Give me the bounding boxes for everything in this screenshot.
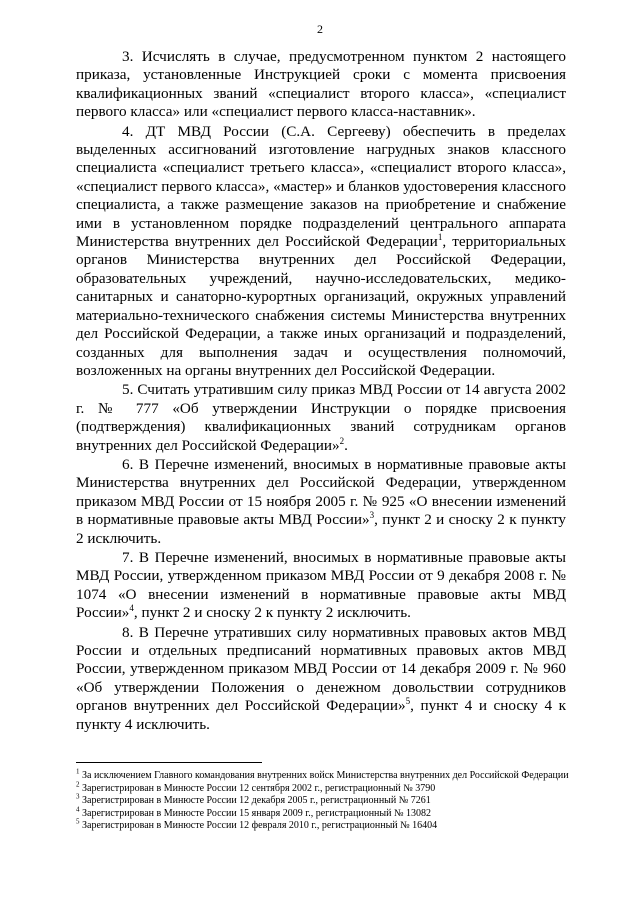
paragraph-6: 6. В Перечне изменений, вносимых в нормативные правовые акты Министерства внутренних дел Российской Федерации, утвержденном приказом МВД России от 15 ноября 2005 г. № 925 «О внесении изменений в нормативные правовые акты МВД России»$^3$, пункт 2 и сноску 2 к пункту 2 исключить. (76, 455, 566, 547)
footnotes (76, 767, 571, 833)
footnote-ref-5: 5 (405, 696, 411, 707)
footnote-ref-1: 1 (437, 232, 443, 242)
footnote-1: $^1$ За исключением Главного командования внутренних войск Министерства внутренних дел Российской Федерации (76, 767, 569, 781)
paragraph-5: 5. Считать утратившим силу приказ МВД России от 14 августа 2002 г. № 777 «Об утверждении Инструкции о порядке присвоения (подтверждения) квалификационных званий сотрудникам органов внутренних дел Российской Федерации»$^2$. (76, 381, 566, 454)
paragraph-8: 8. В Перечне утративших силу нормативных правовых актов МВД России и отдельных предписаний нормативных правовых актов МВД России, утвержденном приказом МВД России от 14 декабря 2009 г. № 960 «Об утверждении Положения о денежном довольствии сотрудников органов внутренних дел Российской Федерации»$^5$, пункт 4 и сноску 4 к пункту 4 исключить. (76, 623, 566, 733)
paragraph-7: 7. В Перечне изменений, вносимых в нормативные правовые акты МВД России, утвержденном приказом МВД России от 9 декабря 2008 г. № 1074 «О внесении изменений в нормативные правовые акты МВД России»$^4$, пункт 2 и сноску 2 к пункту 2 исключить. (76, 548, 566, 622)
footnote-ref-3: 3 (369, 510, 375, 521)
page-number: 2 (317, 22, 323, 36)
footnote-4: $^4$ Зарегистрирован в Минюсте России 15 января 2009 г., регистрационный № 13082 (76, 805, 432, 819)
footnote-3: $^3$ Зарегистрирован в Минюсте России 12 декабря 2005 г., регистрационный № 7261 (76, 792, 431, 807)
body-text (76, 48, 566, 735)
paragraph-3: 3. Исчислять в случае, предусмотренном пунктом 2 настоящего приказа, установленные Инструкцией сроки с момента присвоения квалификационных званий «специалист второго класса», «специалист первого класса» или «специалист первого класса-наставник». (76, 48, 566, 121)
footnote-5: $^5$ Зарегистрирован в Минюсте России 12 февраля 2010 г., регистрационный № 16404 (76, 818, 438, 832)
footnote-2: $^2$ Зарегистрирован в Минюсте России 12 сентября 2002 г., регистрационный № 3790 (76, 780, 436, 794)
footnote-divider (76, 762, 262, 763)
paragraph-4: 4. ДТ МВД России (С.А. Сергееву) обеспечить в пределах выделенных ассигнований изготовление нагрудных знаков классного специалиста «специалист третьего класса», «специалист второго класса», «специалист первого класса», «мастер» и бланков удостоверения классного специалиста, а также размещение заказов на приобретение и снабжение ими в установленном порядке подразделений центрального аппарата Министерства внутренних дел Российской Федерации$^1$, территориальных органов Министерства внутренних дел Российской Федерации, образовательных учреждений, научно-исследовательских, медико-санитарных и санаторно-курортных организаций, окружных управлений материально-технического снабжения системы Министерства внутренних дел Российской Федерации, а также иных организаций и подразделений, созданных для выполнения задач и осуществления полномочий, возложенных на органы внутренних дел Российской Федерации. (76, 122, 566, 379)
footnote-ref-4: 4 (129, 603, 134, 614)
footnote-ref-2: 2 (339, 435, 345, 446)
